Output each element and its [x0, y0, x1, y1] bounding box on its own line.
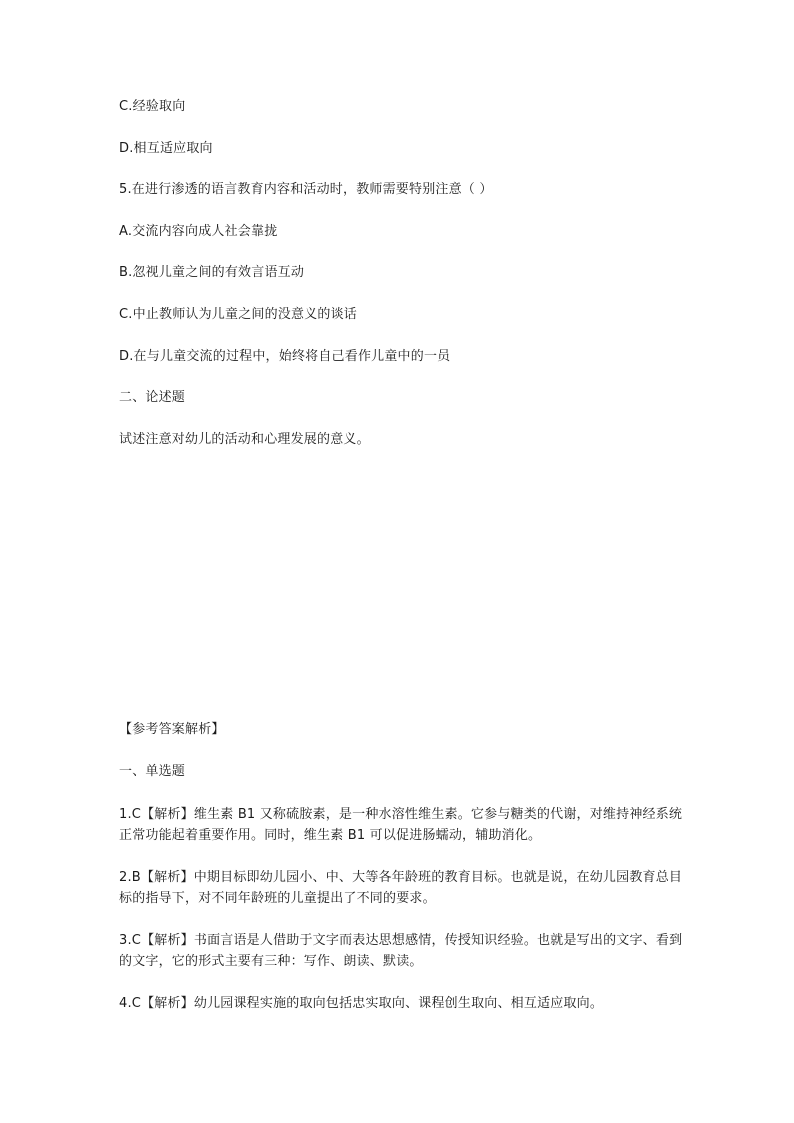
- q4-option-d: D.相互适应取向: [119, 141, 213, 156]
- q5-option-b: B.忽视儿童之间的有效言语互动: [119, 265, 305, 280]
- section-title-single-choice: 一、单选题: [119, 764, 186, 779]
- answer-item-3: 3.C【解析】书面言语是人借助于文字而表达思想感情，传授知识经验。也就是写出的文字、看到的文字，它的形式主要有三种：写作、朗读、默读。: [119, 933, 683, 969]
- q5-option-c: C.中止教师认为儿童之间的没意义的谈话: [119, 307, 358, 322]
- answer-item-4: 4.C【解析】幼儿园课程实施的取向包括忠实取向、课程创生取向、相互适应取向。: [119, 996, 604, 1011]
- q4-option-c: C.经验取向: [119, 99, 186, 114]
- q5-option-a: A.交流内容向成人社会靠拢: [119, 224, 278, 239]
- q5-stem: 5.在进行渗透的语言教育内容和活动时，教师需要特别注意（ ）: [119, 182, 493, 197]
- answer-item-1: 1.C【解析】维生素 B1 又称硫胺素，是一种水溶性维生素。它参与糖类的代谢，对维持神经系统正常功能起着重要作用。同时，维生素 B1 可以促进肠蠕动，辅助消化。: [119, 807, 683, 843]
- q5-option-d: D.在与儿童交流的过程中，始终将自己看作儿童中的一员: [119, 349, 451, 364]
- answer-item-2: 2.B【解析】中期目标即幼儿园小、中、大等各年龄班的教育目标。也就是说，在幼儿园教育总目标的指导下，对不同年龄班的儿童提出了不同的要求。: [119, 870, 683, 906]
- section-title-essay: 二、论述题: [119, 390, 186, 405]
- essay-prompt: 试述注意对幼儿的活动和心理发展的意义。: [119, 432, 370, 447]
- answers-heading: 【参考答案解析】: [119, 722, 225, 737]
